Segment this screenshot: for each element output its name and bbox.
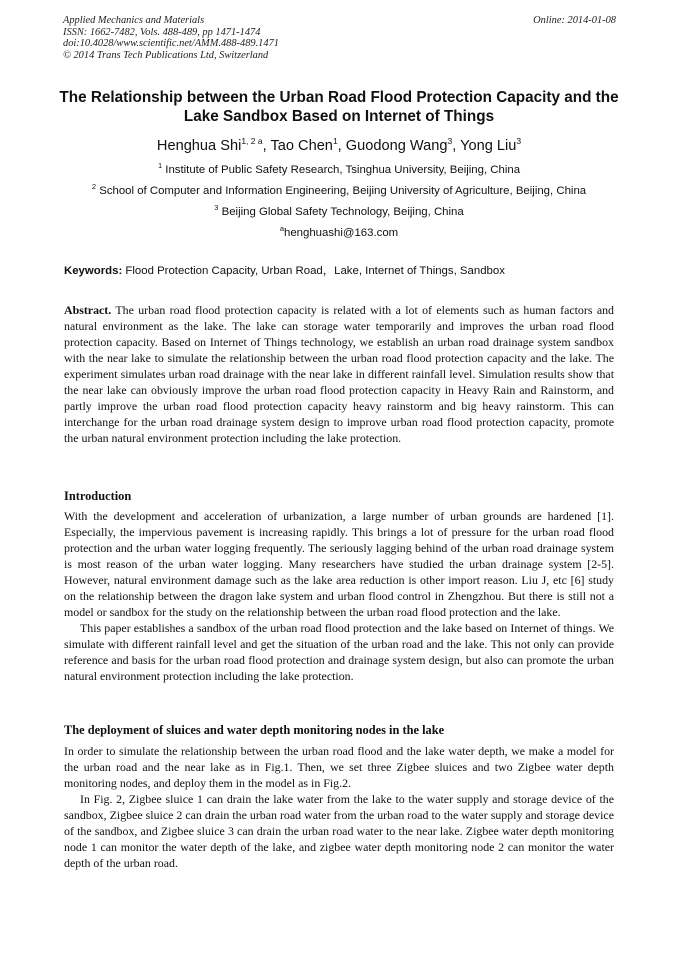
affiliation-text: Institute of Public Safety Research, Tsinghua University, Beijing, China — [165, 164, 521, 176]
affiliation-mark: 1 — [157, 161, 163, 170]
paragraph: This paper establishes a sandbox of the urban road flood protection and the lake based on Internet of things. We simulate with different rainfall level and get the situation of the urban road and the lake. This not only can provide reference and basis for the urban road flood protection and drainage system design, but also can promote the urban natural environment protection including the lake protection. — [64, 621, 614, 683]
deployment-body — [64, 743, 614, 871]
journal-copyright: © 2014 Trans Tech Publications Ltd, Switzerland — [63, 49, 269, 61]
abstract — [64, 302, 614, 446]
abstract-text: The urban road flood protection capacity is related with a lot of elements such as human factors and natural environment as the lake. The lake can storage water temporarily and improves the urban road flood protection capacity. Based on Internet of Things technology, we establish an urban road drainage system sandbox with the near lake to simulate the relationship between the urban road flood protection capacity and the lake. The experiment simulates urban road drainage with the near lake in different rainfall level. Simulation results show that the near lake can obviously improve the urban road flood protection capacity in Heavy Rain and Rainstorm, and partly improve the urban road flood protection capacity heavy rainstorm and big heavy rainstorm. This can interchange for the urban road drainage system design to improve urban road flood protection capacity, promote the urban natural environment protection including the lake protection. — [64, 303, 614, 445]
author-name: Yong Liu — [460, 138, 517, 154]
email-link[interactable]: henghuashi@163.com — [284, 227, 399, 239]
keywords-text: Flood Protection Capacity, Urban Road，Lake, Internet of Things, Sandbox — [125, 265, 505, 277]
online-date: Online: 2014-01-08 — [533, 15, 616, 26]
author-affil-mark: 1, 2 a — [241, 136, 263, 146]
author-email — [30, 226, 648, 241]
keywords-label: Keywords: — [64, 265, 123, 277]
author-name: Tao Chen — [270, 138, 333, 154]
journal-name: Applied Mechanics and Materials — [63, 15, 205, 26]
paper-title: The Relationship between the Urban Road Flood Protection Capacity and the Lake Sandbox Based on Internet of Things — [59, 89, 619, 125]
affiliation-1 — [30, 163, 648, 178]
section-heading-deployment: The deployment of sluices and water depth monitoring nodes in the lake — [64, 723, 445, 737]
journal-header — [63, 15, 279, 61]
introduction-body — [64, 508, 614, 684]
author-list: Henghua Shi$^{1, 2 a}$, Tao Chen$^1$, Guodong Wang$^3$, Yong Liu$^3$ — [156, 136, 522, 154]
author-affil-mark: 3 — [516, 136, 522, 146]
paragraph: In order to simulate the relationship between the urban road flood and the lake water depth, we make a model for the urban road and the near lake as in Fig.1. Then, we set three Zigbee sluices and two Zigbee water depth monitoring nodes, and deploy them in the model as in Fig.2. — [64, 744, 614, 790]
affiliation-3 — [30, 205, 648, 220]
affiliation-text: School of Computer and Information Engineering, Beijing University of Agriculture, Beijing, China — [99, 185, 587, 197]
author-name: Guodong Wang — [345, 138, 448, 154]
affiliation-mark: 2 — [91, 182, 97, 191]
author-affil-mark: 3 — [447, 136, 453, 146]
journal-doi[interactable]: doi:10.4028/www.scientific.net/AMM.488-489.1471 — [63, 38, 279, 50]
abstract-label: Abstract. — [64, 303, 112, 317]
author-name: Henghua Shi — [156, 138, 242, 154]
section-heading-introduction: Introduction — [64, 489, 132, 503]
affiliation-2 — [30, 184, 648, 199]
email-mark: a — [279, 224, 284, 233]
keywords — [64, 264, 620, 279]
journal-issn: ISSN: 1662-7482, Vols. 488-489, pp 1471-1474 — [63, 26, 261, 38]
author-affil-mark: 1 — [332, 136, 338, 146]
affiliation-text: Beijing Global Safety Technology, Beijing, China — [221, 206, 464, 218]
affiliation-mark: 3 — [214, 203, 219, 212]
paragraph: In Fig. 2, Zigbee sluice 1 can drain the lake water from the lake to the water supply and storage device of the sandbox, Zigbee sluice 2 can drain the urban road water from the urban road to the water supply and storage device of the sandbox, and Zigbee sluice 3 can drain the urban road water to the near lake. Zigbee water depth monitoring node 1 can monitor the water depth of the lake, and zigbee water depth monitoring node 2 can monitor the water depth of the urban road. — [64, 792, 614, 870]
paragraph: With the development and acceleration of urbanization, a large number of urban grounds are hardened [1]. Especially, the impervious pavement is increasing rapidly. This brings a lot of pressure for the urban road flood protection and the urban water logging frequently. The seriously lagging behind of the urban road drainage system is most reason of the urban water logging. Many researchers have studied the urban drainage system [2-5]. However, natural environment damage such as the lake area reduction is other import reason. Liu J, etc [6] study on the relationship between the dragon lake system and urban flood control in Zhengzhou. But there is still not a model or sandbox for the study on the relationship between the urban road flood protection and the lake. — [64, 509, 614, 619]
